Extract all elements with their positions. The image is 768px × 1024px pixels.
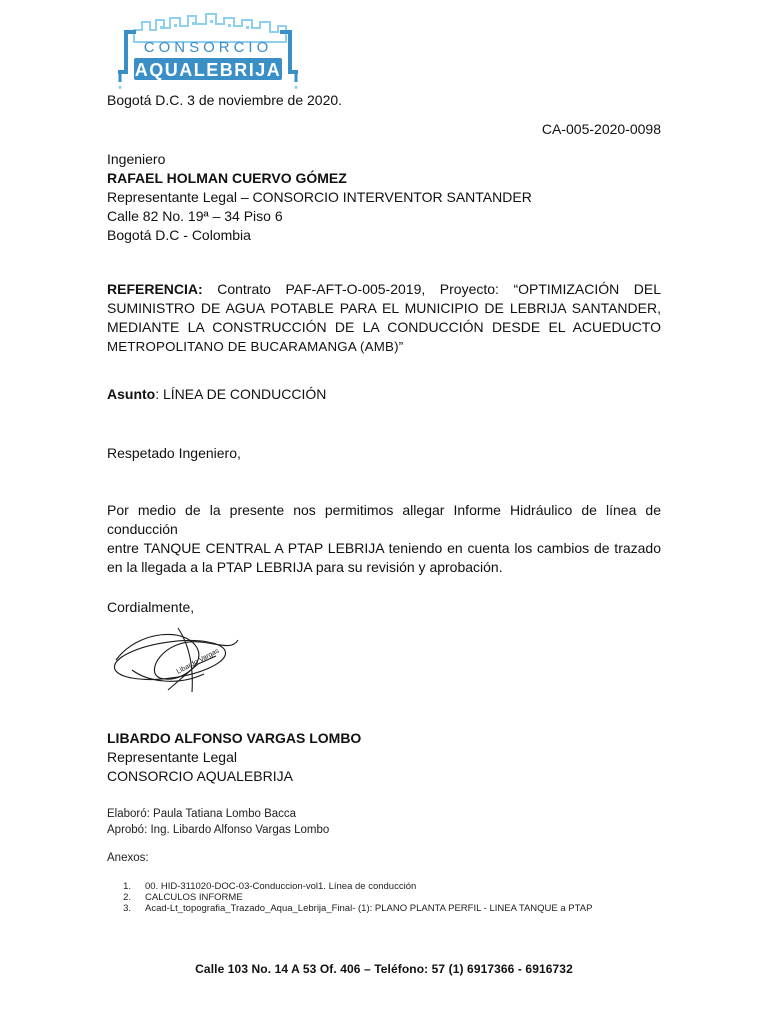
- signature: [108, 620, 248, 700]
- letter-date: Bogotá D.C. 3 de noviembre de 2020.: [107, 92, 343, 108]
- recipient-name: RAFAEL HOLMAN CUERVO GÓMEZ: [107, 170, 347, 186]
- subject-line: [107, 385, 326, 404]
- annex-number: 3.: [123, 903, 131, 914]
- annex-number: 2.: [123, 892, 131, 903]
- greeting: Respetado Ingeniero,: [107, 445, 241, 461]
- signer-company: CONSORCIO AQUALEBRIJA: [107, 768, 293, 784]
- recipient-city: Bogotá D.C - Colombia: [107, 227, 251, 243]
- body-line-1: Por medio de la presente nos permitimos allegar Informe Hidráulico de línea de conducción: [107, 502, 661, 537]
- reference-line-3: MEDIANTE LA CONSTRUCCIÓN DE LA CONDUCCIÓN DESDE EL ACUEDUCTO: [107, 319, 661, 335]
- footer-address: Calle 103 No. 14 A 53 Of. 406 – Teléfono: 57 (1) 6917366 - 6916732: [195, 962, 573, 976]
- annexes-list: [107, 881, 592, 914]
- body-paragraph: [107, 501, 661, 577]
- signer-name: LIBARDO ALFONSO VARGAS LOMBO: [107, 730, 362, 746]
- logo-text-top: CONSORCIO: [143, 39, 273, 56]
- prepared-by: Elaboró: Paula Tatiana Lombo Bacca: [107, 808, 297, 820]
- reference-line-4: METROPOLITANO DE BUCARAMANGA (AMB)”: [107, 339, 404, 354]
- reference-code: CA-005-2020-0098: [541, 121, 661, 137]
- recipient-title: Ingeniero: [107, 151, 166, 167]
- recipient-role: Representante Legal – CONSORCIO INTERVENTOR SANTANDER: [107, 189, 532, 205]
- annex-number: 1.: [123, 881, 131, 892]
- signer-role: Representante Legal: [107, 749, 237, 765]
- recipient-block: [107, 150, 532, 245]
- closing: Cordialmente,: [107, 599, 195, 615]
- annex-item: [107, 903, 592, 914]
- credits-block: [107, 806, 329, 838]
- body-line-2: entre TANQUE CENTRAL A PTAP LEBRIJA teniendo en cuenta los cambios de trazado: [107, 540, 661, 556]
- signature-stamp: Libardo Vargas: [175, 647, 221, 676]
- annex-text: Acad-Lt_topografia_Trazado_Aqua_Lebrija_Final- (1): PLANO PLANTA PERFIL - LINEA TANQUE a PTAP: [145, 903, 593, 914]
- annex-item: [107, 881, 592, 892]
- reference-label: REFERENCIA:: [107, 281, 203, 297]
- logo-text-bottom: AQUALEBRIJA: [134, 60, 282, 80]
- signer-block: [107, 729, 361, 786]
- recipient-address: Calle 82 No. 19ª – 34 Piso 6: [107, 208, 283, 224]
- annex-item: [107, 892, 592, 903]
- approved-by: Aprobó: Ing. Libardo Alfonso Vargas Lombo: [107, 824, 330, 836]
- reference-line-1: Contrato PAF-AFT-O-005-2019, Proyecto: “OPTIMIZACIÓN DEL: [217, 281, 662, 297]
- reference-line-2: SUMINISTRO DE AGUA POTABLE PARA EL MUNICIPIO DE LEBRIJA SANTANDER,: [107, 300, 661, 316]
- company-logo: [110, 12, 306, 90]
- reference-block: [107, 280, 661, 356]
- annex-text: 00. HID-311020-DOC-03-Conduccion-vol1. Línea de conducción: [145, 881, 417, 892]
- annexes-label: Anexos:: [107, 852, 149, 864]
- subject-label: Asunto: [107, 386, 156, 402]
- body-line-3: en la llegada a la PTAP LEBRIJA para su revisión y aprobación.: [107, 559, 503, 575]
- subject-text: : LÍNEA DE CONDUCCIÓN: [155, 386, 327, 402]
- annex-text: CALCULOS INFORME: [145, 892, 243, 903]
